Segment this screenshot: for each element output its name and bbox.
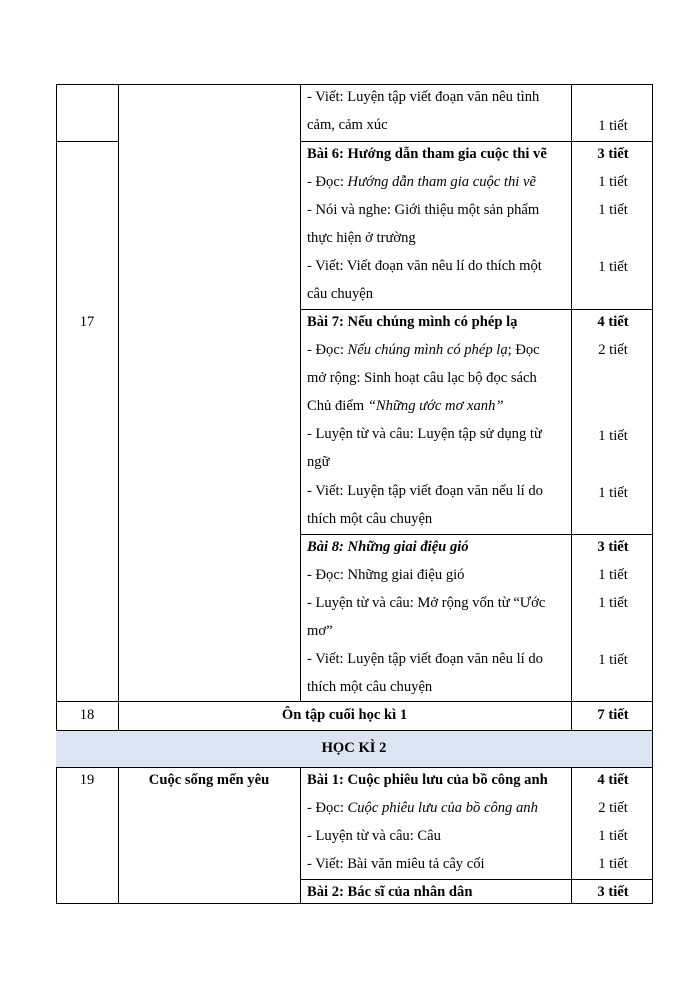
lesson-line-suffix: ; Đọc	[507, 342, 540, 358]
lesson-line: cảm, cảm xúc	[307, 117, 388, 133]
lesson-line: ngữ	[307, 454, 330, 470]
lesson-line: thích một câu chuyện	[307, 511, 433, 527]
theme-title: Cuộc sống mến yêu	[148, 772, 270, 788]
lesson-amount: 1 tiết	[598, 485, 628, 501]
lesson-amount: 1 tiết	[598, 652, 628, 668]
table-border	[300, 879, 653, 880]
lesson-line: - Viết: Bài văn miêu tả cây cối	[307, 856, 485, 872]
lesson-amount: 1 tiết	[598, 202, 628, 218]
lesson-title: Bài 7: Nếu chúng mình có phép lạ	[307, 314, 518, 330]
lesson-title: Bài 8: Những giai điệu gió	[307, 539, 469, 555]
lesson-line	[307, 799, 538, 817]
table-border	[56, 903, 653, 904]
lesson-line-prefix: - Đọc:	[307, 174, 348, 190]
lesson-amount: 1 tiết	[598, 118, 628, 134]
table-border	[300, 309, 653, 310]
lesson-line	[307, 341, 540, 359]
table-border	[56, 730, 653, 731]
lesson-total: 7 tiết	[597, 707, 629, 723]
lesson-amount: 2 tiết	[598, 342, 628, 358]
lesson-line: - Viết: Viết đoạn văn nêu lí do thích một	[307, 258, 542, 274]
lesson-line: thực hiện ở trường	[307, 230, 416, 246]
lesson-title: Bài 6: Hướng dẫn tham gia cuộc thi vẽ	[307, 146, 547, 162]
lesson-amount: 1 tiết	[598, 567, 628, 583]
table-border	[300, 534, 653, 535]
lesson-amount: 1 tiết	[598, 174, 628, 190]
lesson-reading-title: Cuộc phiêu lưu của bồ công anh	[347, 800, 538, 816]
lesson-total: 3 tiết	[597, 146, 629, 162]
lesson-title: Bài 2: Bác sĩ của nhân dân	[307, 884, 473, 900]
lesson-amount: 1 tiết	[598, 428, 628, 444]
lesson-total: 3 tiết	[597, 539, 629, 555]
lesson-amount: 1 tiết	[598, 828, 628, 844]
lesson-line: - Nói và nghe: Giới thiệu một sản phẩm	[307, 202, 540, 218]
lesson-line: - Luyện từ và câu: Luyện tập sử dụng từ	[307, 426, 542, 442]
lesson-total: 4 tiết	[597, 314, 629, 330]
lesson-line: mở rộng: Sinh hoạt câu lạc bộ đọc sách	[307, 370, 537, 386]
lesson-amount: 1 tiết	[598, 856, 628, 872]
lesson-line-prefix: - Đọc:	[307, 342, 348, 358]
lesson-amount: 2 tiết	[598, 800, 628, 816]
lesson-line-prefix: - Đọc:	[307, 800, 348, 816]
lesson-line: thích một câu chuyện	[307, 679, 433, 695]
table-border	[300, 84, 301, 702]
lesson-line: câu chuyện	[307, 286, 374, 302]
table-border	[56, 701, 653, 702]
lesson-total: 3 tiết	[597, 884, 629, 900]
lesson-amount: 1 tiết	[598, 595, 628, 611]
lesson-line	[307, 397, 504, 415]
week-number: 18	[79, 707, 95, 723]
review-title: Ôn tập cuối học kì 1	[281, 707, 408, 723]
table-border	[56, 141, 118, 142]
lesson-title: Bài 1: Cuộc phiêu lưu của bồ công anh	[307, 772, 548, 788]
lesson-line-prefix: Chủ điểm	[307, 398, 368, 414]
lesson-line: - Luyện từ và câu: Câu	[307, 828, 441, 844]
table-border	[56, 84, 57, 731]
lesson-total: 4 tiết	[597, 772, 629, 788]
table-border	[571, 84, 572, 731]
lesson-line: - Viết: Luyện tập viết đoạn văn nêu tình	[307, 89, 540, 105]
lesson-line	[307, 173, 536, 191]
table-border	[300, 767, 301, 904]
lesson-line: - Viết: Luyện tập viết đoạn văn nếu lí do	[307, 483, 543, 499]
lesson-reading-title: Nếu chúng mình có phép lạ	[347, 342, 508, 358]
lesson-line: - Đọc: Những giai điệu gió	[307, 567, 465, 583]
table-border	[118, 84, 119, 731]
table-border	[571, 767, 572, 904]
lesson-amount: 1 tiết	[598, 259, 628, 275]
table-border	[56, 84, 653, 85]
lesson-theme-title: “Những ước mơ xanh”	[367, 398, 504, 414]
lesson-line: - Luyện từ và câu: Mở rộng vốn từ “Ước	[307, 595, 546, 611]
lesson-line: - Viết: Luyện tập viết đoạn văn nêu lí do	[307, 651, 543, 667]
lesson-line: mơ”	[307, 623, 333, 639]
week-number: 19	[79, 772, 95, 788]
semester-heading: HỌC KÌ 2	[321, 740, 387, 756]
table-border	[300, 141, 653, 142]
week-number: 17	[79, 314, 95, 330]
table-border	[56, 767, 653, 768]
lesson-reading-title: Hướng dẫn tham gia cuộc thi vẽ	[347, 174, 536, 190]
